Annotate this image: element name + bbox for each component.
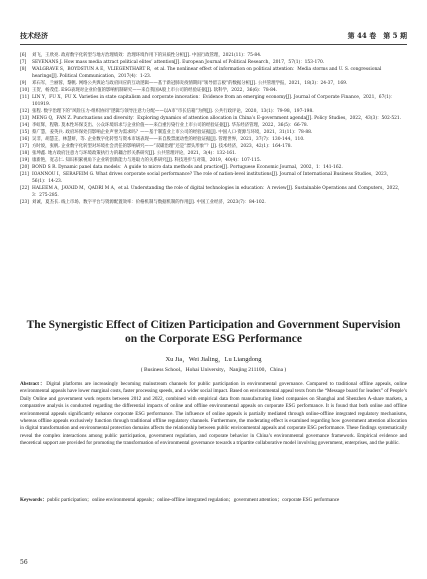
header-rule [20, 44, 407, 45]
paper-authors: Xu Jia，Wei Jialing，Lu Liangdong [165, 356, 262, 363]
reference-item: [20] BOND S R. Dynamic panel data models：A guide to micro data methods and practice[J]. Portuguese Economic Journal，2002，1：141-162. [20, 165, 343, 170]
reference-item: [13] MENG Q，FAN Z. Punctuations and diversity：Exploring dynamics of attention allocation in China’s E-government agenda[J]. Policy Studies，2022，43(3)：502-521. [20, 116, 402, 121]
volume-issue: 第 44 卷 第 5 期 [347, 31, 407, 40]
reference-item: [7] SEVENANS J. How mass media attract political elites’ attention[J]. European Journal of Political Research，2017，57(1)：153-170. [20, 60, 325, 65]
paper-title: The Synergistic Effect of Citizen Participation and Government Supervision on the Corporate ESG Performance [26, 319, 401, 345]
reference-item: [8] WALGRAVE S，BOYDSTUN A E，VLIEGENTHART R，et al. The nonlinear effect of information on political attention：Media storms and U. S. congressional hearings[J]. Political Communication，2017(4)：1-23. [20, 67, 382, 79]
reference-item: [6] 刘飞，王欣亮. 政府数字化转型与地方治理绩效：治理环境作用下的异质性分析[J]. 中国行政管理，2021(11)：75-84. [20, 53, 262, 58]
reference-list [20, 52, 407, 206]
keywords-text: public participation；online environmental appeals；online-offline integrated regulation；government attention；corporate ESG performance [47, 497, 340, 503]
reference-item: [19] 康新艳，宽志仁. 知识积累视角下企业转创新能力与进取力的关系研究[J]. 科技进步与对策，2019，40(4)：107-115. [20, 158, 262, 163]
reference-item: [15] 蔡广慧，姜英兵. 政府环保处罚影响企业声誉为需求吗？——基于制造业上市公司的经验证据[J]. 中国人口·资源与环境，2021，31(11)：78-88. [20, 130, 313, 135]
page-number: 56 [20, 559, 28, 566]
abstract-label: Abstract： [20, 381, 47, 387]
reference-item: [17] 方时姣，张帆. 企业数字化转型对环境社会责任的影响研究——“双碳治理”还是“漂头形象”？[J]. 技术经济，2023，42(1)：164-178. [20, 144, 292, 149]
reference-item: [10] 王贺，杨茂佳. ESG表现对企业价值的影响机制研究——来自我国A股上市公司的经验证据[J]. 软科学，2022，36(6)：78-84. [20, 88, 278, 93]
reference-item: [16] 吴非，胡慧芷，林慧妍，等. 企业数字化转型与资本市场表现——来自股票流动性的经验证据[J]. 管理世界，2021，37(7)：130-144，110. [20, 137, 305, 142]
reference-item: [22] HALEEM A，JAVAID M，QADRI M A，et al. Understanding the role of digital technologies in education：A review[J]. Sustainable Operations and Computers，2022，3：275-285. [20, 186, 403, 198]
reference-item: [23] 刘诚，夏杰长. 线上市场、数字平台与资源配置效率：价格机制与数据机制的作用[J]. 中国工业经济，2023(7)：84-102. [20, 200, 266, 205]
running-header [20, 31, 407, 45]
abstract [20, 381, 407, 448]
reference-item: [21] IOANNOU I，SERAFEIM G. What drives corporate social performance? The role of nation-level institutions[J]. Journal of International Business Studies，2023，56(1)：14-23. [20, 172, 392, 184]
reference-item: [12] 张程. 数字治理下的“风险压力-组织协同”逻辑与领导注意力分配——以A市“市长信箱”为例[J]. 公共行政评论，2020，13(1)：79-98，197-198. [20, 109, 314, 114]
journal-name: 技术经济 [20, 31, 48, 40]
reference-item: [18] 张坤鑫. 地方政府注意力与环境政策执行力的耦合形关系研究[J]. 公共管理评论，2021，3(4)：132-161. [20, 151, 237, 156]
abstract-text: Digital platforms are increasingly becoming mainstream channels for public participation in environmental governance. Compared to traditional offline appeals, online environmental appeals have lower marginal costs, faster processing speeds, and a wider social impact. Based on environmental appeal texts from the “Message board for leaders” of People’s Daily Online and government work reports between 2012 and 2022, combined with empirical data from manufacturing listed companies on Shanghai and Shenzhen A-share markets, a comparative analysis is conducted regarding the differential impacts of online and offline environmental appeals on corporate ESG performance. It is found that both online and offline environmental appeals significantly enhance corporate ESG performance. The influence of online appeals is partially mediated through online-offline integrated regulatory mechanisms, whereas offline appeals exclusively function through traditional offline regulatory channels. Furthermore, the moderating effect is examined regarding how government attention allocation in digital transformation and environmental protection domains affects the relationship between public environmental appeals and corporate ESG performance. These findings systematically reveal the complex interactions among public participation, government regulation, and corporate behavior in China’s environmental governance framework. Empirical evidence and theoretical support are provided for promoting the transformation of environmental governance towards a tripartite collaborative model involving government, enterprises, and the public. [20, 381, 407, 447]
reference-item: [14] 李虹辉，程敬. 莫本性环保支出、公众环境诉求与企业价值——来自重污染行业上市公司的经验证据[J]. 华东经济管理，2022，36(5)：66-78. [20, 123, 309, 128]
keywords [20, 497, 407, 504]
reference-item: [11] LIN Y，FU X，FU X. Varieties in state capitalism and corporate innovation：Evidence from an emerging economy[J]. Journal of Corporate Finance，2021，67(1)：101919. [20, 95, 395, 107]
keywords-label: Keywords： [20, 497, 48, 503]
paper-affiliation: ( Business School，Hohai University，Nanjing 211100，China ) [140, 367, 287, 373]
reference-item: [9] 邓石军，兰丽蓉，黎帆. 网络公共舆论与政府回应的互动逻辑——基于新冠肺炎疫情期间“领导留言板”的数据分析[J]. 公共管理学报，2021，18(3)：24-37，169. [20, 81, 348, 86]
